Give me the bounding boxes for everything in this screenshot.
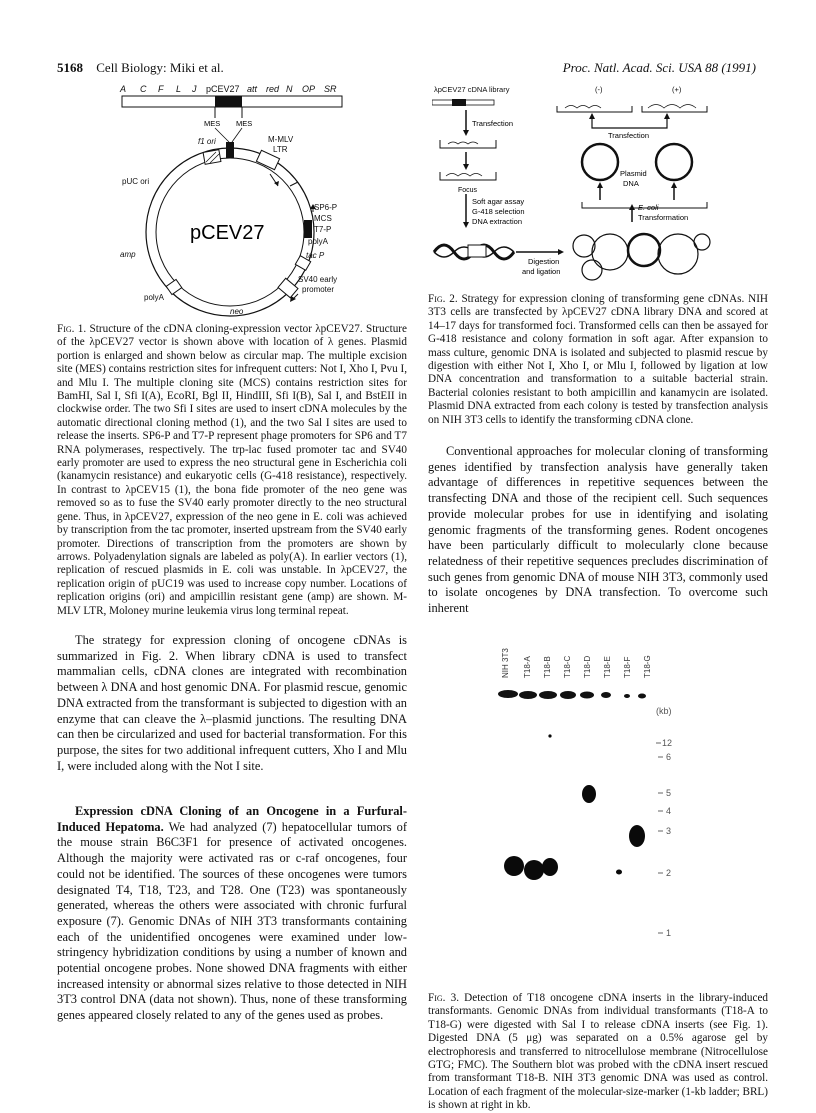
f1-ori-label: f1 ori bbox=[198, 137, 216, 146]
figure-2-strategy-diagram bbox=[432, 82, 712, 287]
tac-label: tac P bbox=[306, 251, 325, 260]
step-dna-extraction: DNA extraction bbox=[472, 217, 523, 226]
well-band-t18g bbox=[638, 694, 646, 699]
lambda-gene-N: N bbox=[286, 84, 293, 94]
t7-label: T7-P bbox=[314, 225, 332, 234]
transfection-label-2: Transfection bbox=[608, 131, 649, 140]
step-g418: G-418 selection bbox=[472, 207, 525, 216]
band-faint-t18e bbox=[616, 870, 622, 875]
left-paragraph-2 bbox=[57, 804, 407, 1024]
band-t18d-5kb bbox=[582, 785, 596, 803]
marker-1kb: 1 bbox=[666, 928, 672, 938]
band-faint-t18a bbox=[548, 734, 551, 737]
plasmid-label-2: DNA bbox=[623, 179, 639, 188]
band-t18g-3kb bbox=[629, 825, 645, 847]
plus-label: (+) bbox=[672, 85, 682, 94]
polya-left-label: polyA bbox=[144, 293, 165, 302]
marker-3kb: 3 bbox=[666, 826, 672, 836]
left-paragraph-2-text: We had analyzed (7) hepatocellular tumors of the mouse strain B6C3F1 for presence of activated oncogenes. Although the majority were activated ras or c-raf oncogenes, four could not be identified. The sources of these oncogenes were tumors designated T4, T18, T23, and T28. One (T23) was spontaneously generated, whereas the others were associated with chronic furfural exposure (7). Genomic DNAs of NIH 3T3 transformants containing each of the unidentified oncogenes were examined under low-stringency hybridization conditions by using a number of known and potential oncogene probes. None showed DNA fragments with either increased intensity or abnormal sizes relative to those detected in NIH 3T3 control DNA (data not shown). Thus, none of these transforming genes appeared closely related to any of the genes used as probes. bbox=[57, 819, 408, 1023]
ecoli-label: E. coli bbox=[638, 203, 659, 212]
mmlv-label-2: LTR bbox=[273, 145, 288, 154]
lambda-gene-att: att bbox=[247, 84, 258, 94]
focus-label: Focus bbox=[458, 187, 478, 194]
well-band-t18d bbox=[580, 692, 594, 699]
transformation-label: Transformation bbox=[638, 213, 689, 222]
lambda-gene-A: A bbox=[120, 84, 127, 94]
lambda-gene-red: red bbox=[266, 84, 280, 94]
library-label: λpCEV27 cDNA library bbox=[434, 85, 510, 94]
figure-2-caption bbox=[428, 293, 768, 427]
sv40-label-2: promoter bbox=[302, 285, 335, 294]
mcs-label: MCS bbox=[314, 214, 332, 223]
mcs-block bbox=[304, 220, 312, 238]
lane-label-t18a: T18-A bbox=[523, 656, 532, 678]
step-soft-agar: Soft agar assay bbox=[472, 197, 525, 206]
well-band-t18b bbox=[539, 691, 557, 699]
lane-label-t18b: T18-B bbox=[543, 656, 552, 678]
right-paragraph-1: Conventional approaches for molecular cloning of transforming genes identified by transfection analysis have generally taken advantage of differences in repetitive sequences between the transfecting DNA and those of the recipient cell. Such sequences provide molecular probes for use in identifying and isolating genomic fragments of the transforming genes. Rodent oncogenes have been particularly difficult to molecularly clone because relatedness of their repetitive sequences precludes discrimination of such genes from genomic DNA of mouse NIH 3T3, commonly used to isolate oncogenes by DNA transfection. To overcome such inherent bbox=[428, 444, 768, 616]
lane-label-t18g: T18-G bbox=[643, 655, 652, 678]
marker-5kb: 5 bbox=[666, 788, 672, 798]
figure-3-caption bbox=[428, 992, 768, 1113]
lane-label-nih3t3: NIH 3T3 bbox=[501, 648, 510, 678]
pcev27-insert-block bbox=[215, 96, 242, 107]
kb-unit-label: (kb) bbox=[656, 706, 672, 716]
figure-1-caption-label: Fig. 1. bbox=[57, 323, 87, 335]
figure-1-caption bbox=[57, 323, 407, 618]
well-band-nih3t3 bbox=[498, 690, 518, 698]
marker-2kb: 2 bbox=[666, 868, 672, 878]
sp6-label: SP6-P bbox=[314, 203, 338, 212]
figure-3-caption-label: Fig. 3. bbox=[428, 992, 460, 1004]
well-band-t18c bbox=[560, 691, 576, 699]
amp-label: amp bbox=[120, 250, 136, 259]
lane-label-t18c: T18-C bbox=[563, 655, 572, 678]
figure-3-gel bbox=[494, 618, 704, 988]
minus-label: (-) bbox=[595, 85, 603, 94]
section-heading: Expression cDNA Cloning of an Oncogene in a Furfural-Induced Hepatoma. bbox=[57, 804, 407, 834]
plasmid-label-1: Plasmid bbox=[620, 169, 647, 178]
marker-12kb: 12 bbox=[662, 738, 673, 748]
lambda-gene-C: C bbox=[140, 84, 147, 94]
digestion-label-1: Digestion bbox=[528, 257, 560, 266]
left-paragraph-1: The strategy for expression cloning of oncogene cDNAs is summarized in Fig. 2. When library cDNA is used to transfect mammalian cells, cDNA clones are integrated with recombination between λ DNA and host genomic DNA. For plasmid rescue, genomic DNA extracted from the transformant is subjected to digestion with an enzyme that can cleave the λ–plasmid junctions. The resulting DNA can then be circularized and used for bacterial transformation. For this purpose, the sites for two additional infrequent cutters, Xho I and Mlu I, were included along with the Not I site. bbox=[57, 633, 407, 773]
sv40-label-1: SV40 early bbox=[298, 275, 338, 284]
mes-right-label: MES bbox=[236, 119, 253, 128]
lane-label-t18e: T18-E bbox=[603, 656, 612, 678]
neo-label: neo bbox=[230, 307, 244, 316]
puc-ori-label: pUC ori bbox=[122, 177, 150, 186]
figure-2-caption-text: Strategy for expression cloning of transforming gene cDNAs. NIH 3T3 cells are transfected by λpCEV27 cDNA library DNA and scored at 14–17 days for transformed foci. Transformed cells can then be assayed for G-418 resistance and colony formation in soft agar. After expansion to mass culture, genomic DNA is isolated and subjected to plasmid rescue by digestion with either Not I, Xho I, or Mlu I, followed by ligation at low DNA concentration and transformation to a suitable bacterial strain. Bacterial colonies resistant to both ampicillin and kanamycin are isolated. Plasmid DNA extracted from each colony is tested by transfection analysis on NIH 3T3 cells to identify the transforming cDNA clone. bbox=[428, 293, 768, 426]
digestion-label-2: and ligation bbox=[522, 267, 561, 276]
lambda-gene-F: F bbox=[158, 84, 164, 94]
band-t18c-2kb bbox=[542, 858, 558, 876]
section-authors: Cell Biology: Miki et al. bbox=[96, 60, 224, 75]
journal-citation: Proc. Natl. Acad. Sci. USA 88 (1991) bbox=[562, 60, 756, 75]
plasmid-center-label: pCEV27 bbox=[190, 222, 265, 244]
lambda-gene-pcev27: pCEV27 bbox=[206, 84, 240, 94]
well-band-t18e bbox=[601, 692, 611, 698]
figure-3-caption-text: Detection of T18 oncogene cDNA inserts in the library-induced transformants. Genomic DNAs from individual transformants (T18-A to T18-G) were digested with Sal I to release cDNA inserts (see Fig. 1). Digested DNA (5 μg) was separated on a 0.5% agarose gel by electrophoresis and transferred to nitrocellulose membrane (Nitrocellulose GTG; FMC). The Southern blot was probed with the cDNA insert rescued from transformant T18-B. NIH 3T3 genomic DNA was used as control. Location of each fragment of the molecular-size-marker (1-kb ladder; BRL) is shown at right in kb. bbox=[428, 992, 769, 1112]
marker-6kb: 6 bbox=[666, 752, 672, 762]
well-band-t18f bbox=[624, 694, 630, 698]
band-t18a-2kb bbox=[504, 856, 524, 876]
lane-label-t18d: T18-D bbox=[583, 655, 592, 678]
marker-4kb: 4 bbox=[666, 806, 672, 816]
lambda-gene-SR: SR bbox=[324, 84, 337, 94]
lane-label-t18f: T18-F bbox=[623, 656, 632, 678]
transfection-label-1: Transfection bbox=[472, 119, 513, 128]
running-header-left bbox=[57, 60, 224, 76]
figure-2-caption-label: Fig. 2. bbox=[428, 293, 458, 305]
well-band-t18a bbox=[519, 691, 537, 699]
figure-1-caption-text: Structure of the cDNA cloning-expression vector λpCEV27. Structure of the λpCEV27 vector is shown above with location of λ genes. Plasmid portion is enlarged and shown below as circular map. The multiple excision site (MES) contains restriction sites for infrequent cutters: Not I, Xho I, Pvu I, and Mlu I. The multiple cloning site (MCS) contains restriction sites for BamHI, Sal I, Sfi I(A), EcoRI, Bgl II, HindIII, Sfi I(B), Sal I, and BstEII in clockwise order. The two Sfi I sites are used to insert cDNA molecules by the automatic directional cloning method (1), and the two Sal I sites are used to release the inserts. SP6-P and T7-P represent phage promoters for SP6 and T7 RNA polymerases, respectively. The trp-lac fused promoter tac and SV40 early promoter are used to express the neo structural gene in Escherichia coli (kanamycin resistance) and eukaryotic cells (G-418 resistance), respectively. In contrast to λpCEV15 (1), the bona fide promoter of the neo gene was removed so as to fuse the SV40 early promoter directly to the neo structural gene. Thus, in λpCEV27, expression of the neo gene in E. coli was achieved by transcription from the tac promoter, inserted upstream from the SV40 early promoter. Directions of transcription from the promoters are shown by arrows. Polyadenylation signals are labeled as poly(A). In earlier vectors (1), replication of rescued plasmids in E. coli was unstable. In λpCEV27, the replication origin of pUC19 was used to increase copy number. Locations of replication origins (ori) and ampicillin resistant gene (amp) are shown. M-MLV LTR, Moloney murine leukemia virus long terminal repeat. bbox=[57, 323, 407, 617]
gel-image bbox=[494, 618, 704, 988]
lambda-gene-J: J bbox=[192, 84, 197, 94]
figure-1-plasmid-map bbox=[118, 82, 348, 317]
lambda-gene-L: L bbox=[176, 84, 182, 94]
mmlv-label-1: M-MLV bbox=[268, 135, 294, 144]
mes-left-label: MES bbox=[204, 119, 221, 128]
lambda-gene-OP: OP bbox=[302, 84, 316, 94]
polya-right-label: polyA bbox=[308, 237, 329, 246]
band-t18b-2kb bbox=[524, 860, 544, 880]
page-number: 5168 bbox=[57, 60, 83, 75]
